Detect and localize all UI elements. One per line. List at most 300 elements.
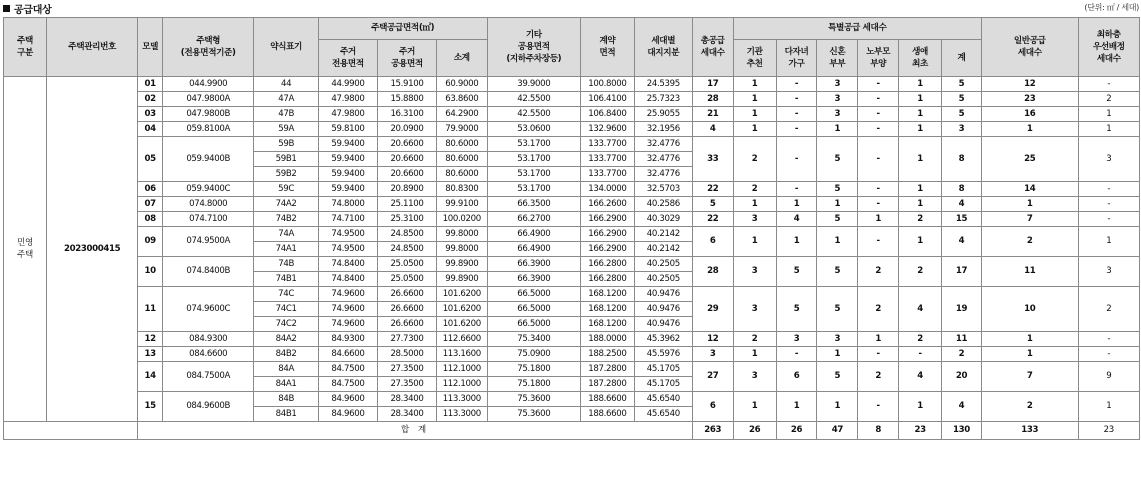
table-row (4, 392, 1140, 407)
total-supply-cell: 29 (692, 287, 733, 332)
other-common-area-cell: 39.9000 (487, 77, 580, 92)
subtotal-cell: 113.3000 (437, 392, 488, 407)
abbreviation-cell: 74C1 (254, 302, 318, 317)
newlywed-cell: 5 (817, 287, 858, 332)
contract-area-cell: 132.9600 (581, 122, 635, 137)
first-time-cell: 2 (899, 212, 942, 227)
header-housing-type: 주택형 (전용면적기준) (163, 18, 254, 77)
housing-type-cell: 074.9500A (163, 227, 254, 257)
special-total-cell: 17 (942, 257, 982, 287)
other-common-area-cell: 66.3900 (487, 257, 580, 272)
housing-type-cell: 084.7500A (163, 362, 254, 392)
lowest-floor-priority-cell: - (1078, 77, 1139, 92)
header-total-supply: 총공급 세대수 (692, 18, 733, 77)
totals-row (4, 422, 1140, 440)
newlywed-cell: 3 (817, 92, 858, 107)
header-exclusive-area: 주거 전용면적 (318, 40, 377, 77)
contract-area-cell: 134.0000 (581, 182, 635, 197)
header-subtotal: 소계 (437, 40, 488, 77)
common-area-cell: 20.8900 (377, 182, 436, 197)
elderly-parents-cell: - (858, 77, 899, 92)
header-management-no: 주택관리번호 (46, 18, 137, 77)
table-row (4, 257, 1140, 272)
general-supply-cell: 1 (981, 122, 1078, 137)
totals-multichild: 26 (776, 422, 817, 440)
institution-cell: 1 (733, 122, 776, 137)
totals-blank-cell (4, 422, 138, 440)
section-title (3, 1, 51, 16)
total-supply-cell: 22 (692, 182, 733, 197)
subtotal-cell: 99.8900 (437, 272, 488, 287)
special-total-cell: 4 (942, 227, 982, 257)
abbreviation-cell: 84B1 (254, 407, 318, 422)
lowest-floor-priority-cell: - (1078, 197, 1139, 212)
abbreviation-cell: 59B2 (254, 167, 318, 182)
elderly-parents-cell: - (858, 227, 899, 257)
model-no-cell: 10 (138, 257, 163, 287)
abbreviation-cell: 47A (254, 92, 318, 107)
first-time-cell: 1 (899, 107, 942, 122)
general-supply-cell: 1 (981, 332, 1078, 347)
institution-cell: 1 (733, 227, 776, 257)
newlywed-cell: 1 (817, 347, 858, 362)
elderly-parents-cell: - (858, 182, 899, 197)
subtotal-cell: 80.6000 (437, 137, 488, 152)
contract-area-cell: 133.7700 (581, 167, 635, 182)
other-common-area-cell: 53.0600 (487, 122, 580, 137)
contract-area-cell: 187.2800 (581, 362, 635, 377)
land-share-cell: 40.9476 (634, 287, 692, 302)
first-time-cell: 2 (899, 332, 942, 347)
institution-cell: 1 (733, 197, 776, 212)
special-total-cell: 4 (942, 392, 982, 422)
supply-table (3, 17, 1140, 440)
subtotal-cell: 100.0200 (437, 212, 488, 227)
contract-area-cell: 168.1200 (581, 302, 635, 317)
other-common-area-cell: 66.2700 (487, 212, 580, 227)
exclusive-area-cell: 74.8000 (318, 197, 377, 212)
general-supply-cell: 7 (981, 362, 1078, 392)
common-area-cell: 20.6600 (377, 137, 436, 152)
total-supply-cell: 4 (692, 122, 733, 137)
multichild-cell: - (776, 182, 817, 197)
subtotal-cell: 101.6200 (437, 317, 488, 332)
header-contract-area: 계약 면적 (581, 18, 635, 77)
subtotal-cell: 112.1000 (437, 362, 488, 377)
exclusive-area-cell: 74.9600 (318, 317, 377, 332)
contract-area-cell: 168.1200 (581, 287, 635, 302)
totals-elderly-parents: 8 (858, 422, 899, 440)
institution-cell: 1 (733, 107, 776, 122)
header-model: 모델 (138, 18, 163, 77)
abbreviation-cell: 74B (254, 257, 318, 272)
contract-area-cell: 166.2800 (581, 272, 635, 287)
total-supply-cell: 28 (692, 92, 733, 107)
header-other-common-area: 기타 공용면적 (지하주차장등) (487, 18, 580, 77)
header-supply-area-group: 주택공급면적(㎡) (318, 18, 487, 40)
general-supply-cell: 2 (981, 227, 1078, 257)
common-area-cell: 27.3500 (377, 377, 436, 392)
other-common-area-cell: 75.3600 (487, 392, 580, 407)
elderly-parents-cell: - (858, 347, 899, 362)
multichild-cell: 3 (776, 332, 817, 347)
first-time-cell: 2 (899, 257, 942, 287)
exclusive-area-cell: 59.8100 (318, 122, 377, 137)
elderly-parents-cell: - (858, 137, 899, 182)
contract-area-cell: 100.8000 (581, 77, 635, 92)
housing-type-cell: 084.9600B (163, 392, 254, 422)
abbreviation-cell: 74B1 (254, 272, 318, 287)
other-common-area-cell: 42.5500 (487, 92, 580, 107)
land-share-cell: 40.9476 (634, 317, 692, 332)
common-area-cell: 15.9100 (377, 77, 436, 92)
land-share-cell: 40.9476 (634, 302, 692, 317)
newlywed-cell: 1 (817, 197, 858, 212)
common-area-cell: 20.0900 (377, 122, 436, 137)
lowest-floor-priority-cell: 1 (1078, 392, 1139, 422)
model-no-cell: 07 (138, 197, 163, 212)
abbreviation-cell: 74A (254, 227, 318, 242)
totals-special: 130 (942, 422, 982, 440)
newlywed-cell: 5 (817, 362, 858, 392)
exclusive-area-cell: 84.9600 (318, 392, 377, 407)
subtotal-cell: 101.6200 (437, 302, 488, 317)
header-land-share: 세대별 대지지분 (634, 18, 692, 77)
first-time-cell: 1 (899, 137, 942, 182)
elderly-parents-cell: 2 (858, 257, 899, 287)
land-share-cell: 45.1705 (634, 362, 692, 377)
table-row (4, 197, 1140, 212)
exclusive-area-cell: 44.9900 (318, 77, 377, 92)
model-no-cell: 05 (138, 137, 163, 182)
common-area-cell: 26.6600 (377, 302, 436, 317)
land-share-cell: 32.4776 (634, 167, 692, 182)
total-supply-cell: 5 (692, 197, 733, 212)
general-supply-cell: 1 (981, 197, 1078, 212)
multichild-cell: 6 (776, 362, 817, 392)
special-total-cell: 4 (942, 197, 982, 212)
common-area-cell: 25.1100 (377, 197, 436, 212)
lowest-floor-priority-cell: 3 (1078, 137, 1139, 182)
table-row (4, 362, 1140, 377)
subtotal-cell: 99.8000 (437, 227, 488, 242)
lowest-floor-priority-cell: 1 (1078, 227, 1139, 257)
exclusive-area-cell: 84.7500 (318, 362, 377, 377)
special-total-cell: 11 (942, 332, 982, 347)
subtotal-cell: 99.8900 (437, 257, 488, 272)
multichild-cell: 1 (776, 197, 817, 212)
subtotal-cell: 80.6000 (437, 152, 488, 167)
table-row (4, 212, 1140, 227)
totals-first-time: 23 (899, 422, 942, 440)
model-no-cell: 11 (138, 287, 163, 332)
contract-area-cell: 188.2500 (581, 347, 635, 362)
common-area-cell: 25.3100 (377, 212, 436, 227)
model-no-cell: 15 (138, 392, 163, 422)
section-title-text: 공급대상 (14, 5, 52, 16)
header-elderly-parents: 노부모 부양 (858, 40, 899, 77)
abbreviation-cell: 74C2 (254, 317, 318, 332)
square-bullet-icon (3, 5, 10, 12)
multichild-cell: 1 (776, 227, 817, 257)
land-share-cell: 32.4776 (634, 137, 692, 152)
other-common-area-cell: 66.3900 (487, 272, 580, 287)
elderly-parents-cell: - (858, 392, 899, 422)
multichild-cell: - (776, 347, 817, 362)
abbreviation-cell: 47B (254, 107, 318, 122)
land-share-cell: 45.6540 (634, 392, 692, 407)
model-no-cell: 08 (138, 212, 163, 227)
subtotal-cell: 112.6600 (437, 332, 488, 347)
common-area-cell: 26.6600 (377, 287, 436, 302)
header-lowest-floor-priority: 최하층 우선배정 세대수 (1078, 18, 1139, 77)
contract-area-cell: 166.2900 (581, 212, 635, 227)
header-general-supply: 일반공급 세대수 (981, 18, 1078, 77)
institution-cell: 1 (733, 92, 776, 107)
total-supply-cell: 3 (692, 347, 733, 362)
table-body (4, 77, 1140, 440)
abbreviation-cell: 84A1 (254, 377, 318, 392)
housing-type-cell: 059.8100A (163, 122, 254, 137)
lowest-floor-priority-cell: - (1078, 212, 1139, 227)
land-share-cell: 25.9055 (634, 107, 692, 122)
common-area-cell: 27.7300 (377, 332, 436, 347)
contract-area-cell: 166.2600 (581, 197, 635, 212)
model-no-cell: 06 (138, 182, 163, 197)
institution-cell: 2 (733, 332, 776, 347)
contract-area-cell: 166.2900 (581, 227, 635, 242)
abbreviation-cell: 74A2 (254, 197, 318, 212)
institution-cell: 3 (733, 287, 776, 332)
header-multichild: 다자녀 가구 (776, 40, 817, 77)
housing-type-cell: 059.9400C (163, 182, 254, 197)
abbreviation-cell: 59C (254, 182, 318, 197)
unit-note: (단위: ㎡ / 세대) (1084, 3, 1139, 12)
elderly-parents-cell: - (858, 122, 899, 137)
model-no-cell: 04 (138, 122, 163, 137)
common-area-cell: 27.3500 (377, 362, 436, 377)
first-time-cell: 1 (899, 77, 942, 92)
subtotal-cell: 101.6200 (437, 287, 488, 302)
multichild-cell: - (776, 77, 817, 92)
management-no-cell: 2023000415 (46, 77, 137, 422)
header-special-supply-group: 특별공급 세대수 (733, 18, 981, 40)
newlywed-cell: 1 (817, 392, 858, 422)
total-supply-cell: 21 (692, 107, 733, 122)
other-common-area-cell: 66.3500 (487, 197, 580, 212)
table-row (4, 227, 1140, 242)
common-area-cell: 20.6600 (377, 167, 436, 182)
subtotal-cell: 99.9100 (437, 197, 488, 212)
general-supply-cell: 14 (981, 182, 1078, 197)
general-supply-cell: 25 (981, 137, 1078, 182)
institution-cell: 1 (733, 77, 776, 92)
other-common-area-cell: 75.1800 (487, 377, 580, 392)
model-no-cell: 13 (138, 347, 163, 362)
land-share-cell: 24.5395 (634, 77, 692, 92)
contract-area-cell: 168.1200 (581, 317, 635, 332)
totals-institution: 26 (733, 422, 776, 440)
lowest-floor-priority-cell: 1 (1078, 122, 1139, 137)
other-common-area-cell: 53.1700 (487, 137, 580, 152)
newlywed-cell: 3 (817, 332, 858, 347)
total-supply-cell: 12 (692, 332, 733, 347)
general-supply-cell: 11 (981, 257, 1078, 287)
multichild-cell: - (776, 92, 817, 107)
elderly-parents-cell: 2 (858, 362, 899, 392)
abbreviation-cell: 84A (254, 362, 318, 377)
model-no-cell: 09 (138, 227, 163, 257)
multichild-cell: - (776, 122, 817, 137)
general-supply-cell: 16 (981, 107, 1078, 122)
total-supply-cell: 33 (692, 137, 733, 182)
newlywed-cell: 5 (817, 257, 858, 287)
first-time-cell: 1 (899, 122, 942, 137)
subtotal-cell: 113.1600 (437, 347, 488, 362)
subtotal-cell: 80.6000 (437, 167, 488, 182)
other-common-area-cell: 66.5000 (487, 302, 580, 317)
housing-type-cell: 074.8000 (163, 197, 254, 212)
abbreviation-cell: 59B (254, 137, 318, 152)
header-housing-category: 주택 구분 (4, 18, 47, 77)
common-area-cell: 24.8500 (377, 242, 436, 257)
housing-type-cell: 044.9900 (163, 77, 254, 92)
multichild-cell: - (776, 137, 817, 182)
exclusive-area-cell: 84.7500 (318, 377, 377, 392)
subtotal-cell: 79.9000 (437, 122, 488, 137)
elderly-parents-cell: - (858, 92, 899, 107)
land-share-cell: 45.5976 (634, 347, 692, 362)
abbreviation-cell: 59B1 (254, 152, 318, 167)
exclusive-area-cell: 74.7100 (318, 212, 377, 227)
subtotal-cell: 99.8000 (437, 242, 488, 257)
special-total-cell: 5 (942, 107, 982, 122)
contract-area-cell: 188.0000 (581, 332, 635, 347)
lowest-floor-priority-cell: 3 (1078, 257, 1139, 287)
common-area-cell: 25.0500 (377, 272, 436, 287)
exclusive-area-cell: 47.9800 (318, 107, 377, 122)
header-abbreviation: 약식표기 (254, 18, 318, 77)
exclusive-area-cell: 74.8400 (318, 272, 377, 287)
multichild-cell: 4 (776, 212, 817, 227)
special-total-cell: 8 (942, 137, 982, 182)
elderly-parents-cell: 1 (858, 332, 899, 347)
subtotal-cell: 112.1000 (437, 377, 488, 392)
general-supply-cell: 12 (981, 77, 1078, 92)
newlywed-cell: 1 (817, 122, 858, 137)
table-row (4, 347, 1140, 362)
abbreviation-cell: 59A (254, 122, 318, 137)
exclusive-area-cell: 74.9500 (318, 227, 377, 242)
total-supply-cell: 22 (692, 212, 733, 227)
other-common-area-cell: 75.0900 (487, 347, 580, 362)
special-total-cell: 20 (942, 362, 982, 392)
lowest-floor-priority-cell: 2 (1078, 92, 1139, 107)
model-no-cell: 14 (138, 362, 163, 392)
table-row (4, 122, 1140, 137)
abbreviation-cell: 44 (254, 77, 318, 92)
common-area-cell: 20.6600 (377, 152, 436, 167)
special-total-cell: 5 (942, 92, 982, 107)
land-share-cell: 32.4776 (634, 152, 692, 167)
first-time-cell: 1 (899, 227, 942, 257)
table-row (4, 137, 1140, 152)
abbreviation-cell: 84A2 (254, 332, 318, 347)
land-share-cell: 25.7323 (634, 92, 692, 107)
table-row (4, 332, 1140, 347)
contract-area-cell: 166.2800 (581, 257, 635, 272)
other-common-area-cell: 66.5000 (487, 317, 580, 332)
contract-area-cell: 133.7700 (581, 137, 635, 152)
exclusive-area-cell: 59.9400 (318, 182, 377, 197)
first-time-cell: 1 (899, 392, 942, 422)
housing-type-cell: 059.9400B (163, 137, 254, 182)
exclusive-area-cell: 74.9600 (318, 302, 377, 317)
model-no-cell: 02 (138, 92, 163, 107)
contract-area-cell: 106.4100 (581, 92, 635, 107)
table-row (4, 77, 1140, 92)
other-common-area-cell: 53.1700 (487, 182, 580, 197)
housing-type-cell: 074.8400B (163, 257, 254, 287)
lowest-floor-priority-cell: 1 (1078, 107, 1139, 122)
special-total-cell: 19 (942, 287, 982, 332)
general-supply-cell: 10 (981, 287, 1078, 332)
exclusive-area-cell: 74.9500 (318, 242, 377, 257)
subtotal-cell: 113.3000 (437, 407, 488, 422)
total-supply-cell: 6 (692, 227, 733, 257)
abbreviation-cell: 74A1 (254, 242, 318, 257)
contract-area-cell: 106.8400 (581, 107, 635, 122)
other-common-area-cell: 42.5500 (487, 107, 580, 122)
land-share-cell: 40.3029 (634, 212, 692, 227)
first-time-cell: 1 (899, 182, 942, 197)
housing-category-cell: 민영 주택 (4, 77, 47, 422)
special-total-cell: 2 (942, 347, 982, 362)
elderly-parents-cell: 2 (858, 287, 899, 332)
housing-type-cell: 084.9300 (163, 332, 254, 347)
abbreviation-cell: 74B2 (254, 212, 318, 227)
housing-type-cell: 047.9800A (163, 92, 254, 107)
header-special-total: 계 (942, 40, 982, 77)
general-supply-cell: 7 (981, 212, 1078, 227)
common-area-cell: 28.3400 (377, 407, 436, 422)
totals-newlywed: 47 (817, 422, 858, 440)
special-total-cell: 15 (942, 212, 982, 227)
general-supply-cell: 2 (981, 392, 1078, 422)
abbreviation-cell: 84B2 (254, 347, 318, 362)
other-common-area-cell: 75.3600 (487, 407, 580, 422)
lowest-floor-priority-cell: - (1078, 332, 1139, 347)
model-no-cell: 12 (138, 332, 163, 347)
common-area-cell: 25.0500 (377, 257, 436, 272)
other-common-area-cell: 53.1700 (487, 167, 580, 182)
elderly-parents-cell: - (858, 197, 899, 212)
elderly-parents-cell: 1 (858, 212, 899, 227)
institution-cell: 2 (733, 137, 776, 182)
subtotal-cell: 64.2900 (437, 107, 488, 122)
newlywed-cell: 3 (817, 77, 858, 92)
totals-supply: 263 (692, 422, 733, 440)
land-share-cell: 40.2586 (634, 197, 692, 212)
general-supply-cell: 23 (981, 92, 1078, 107)
exclusive-area-cell: 59.9400 (318, 152, 377, 167)
exclusive-area-cell: 74.8400 (318, 257, 377, 272)
totals-lowest-floor: 23 (1078, 422, 1139, 440)
subtotal-cell: 63.8600 (437, 92, 488, 107)
institution-cell: 1 (733, 347, 776, 362)
institution-cell: 3 (733, 257, 776, 287)
table-row (4, 287, 1140, 302)
